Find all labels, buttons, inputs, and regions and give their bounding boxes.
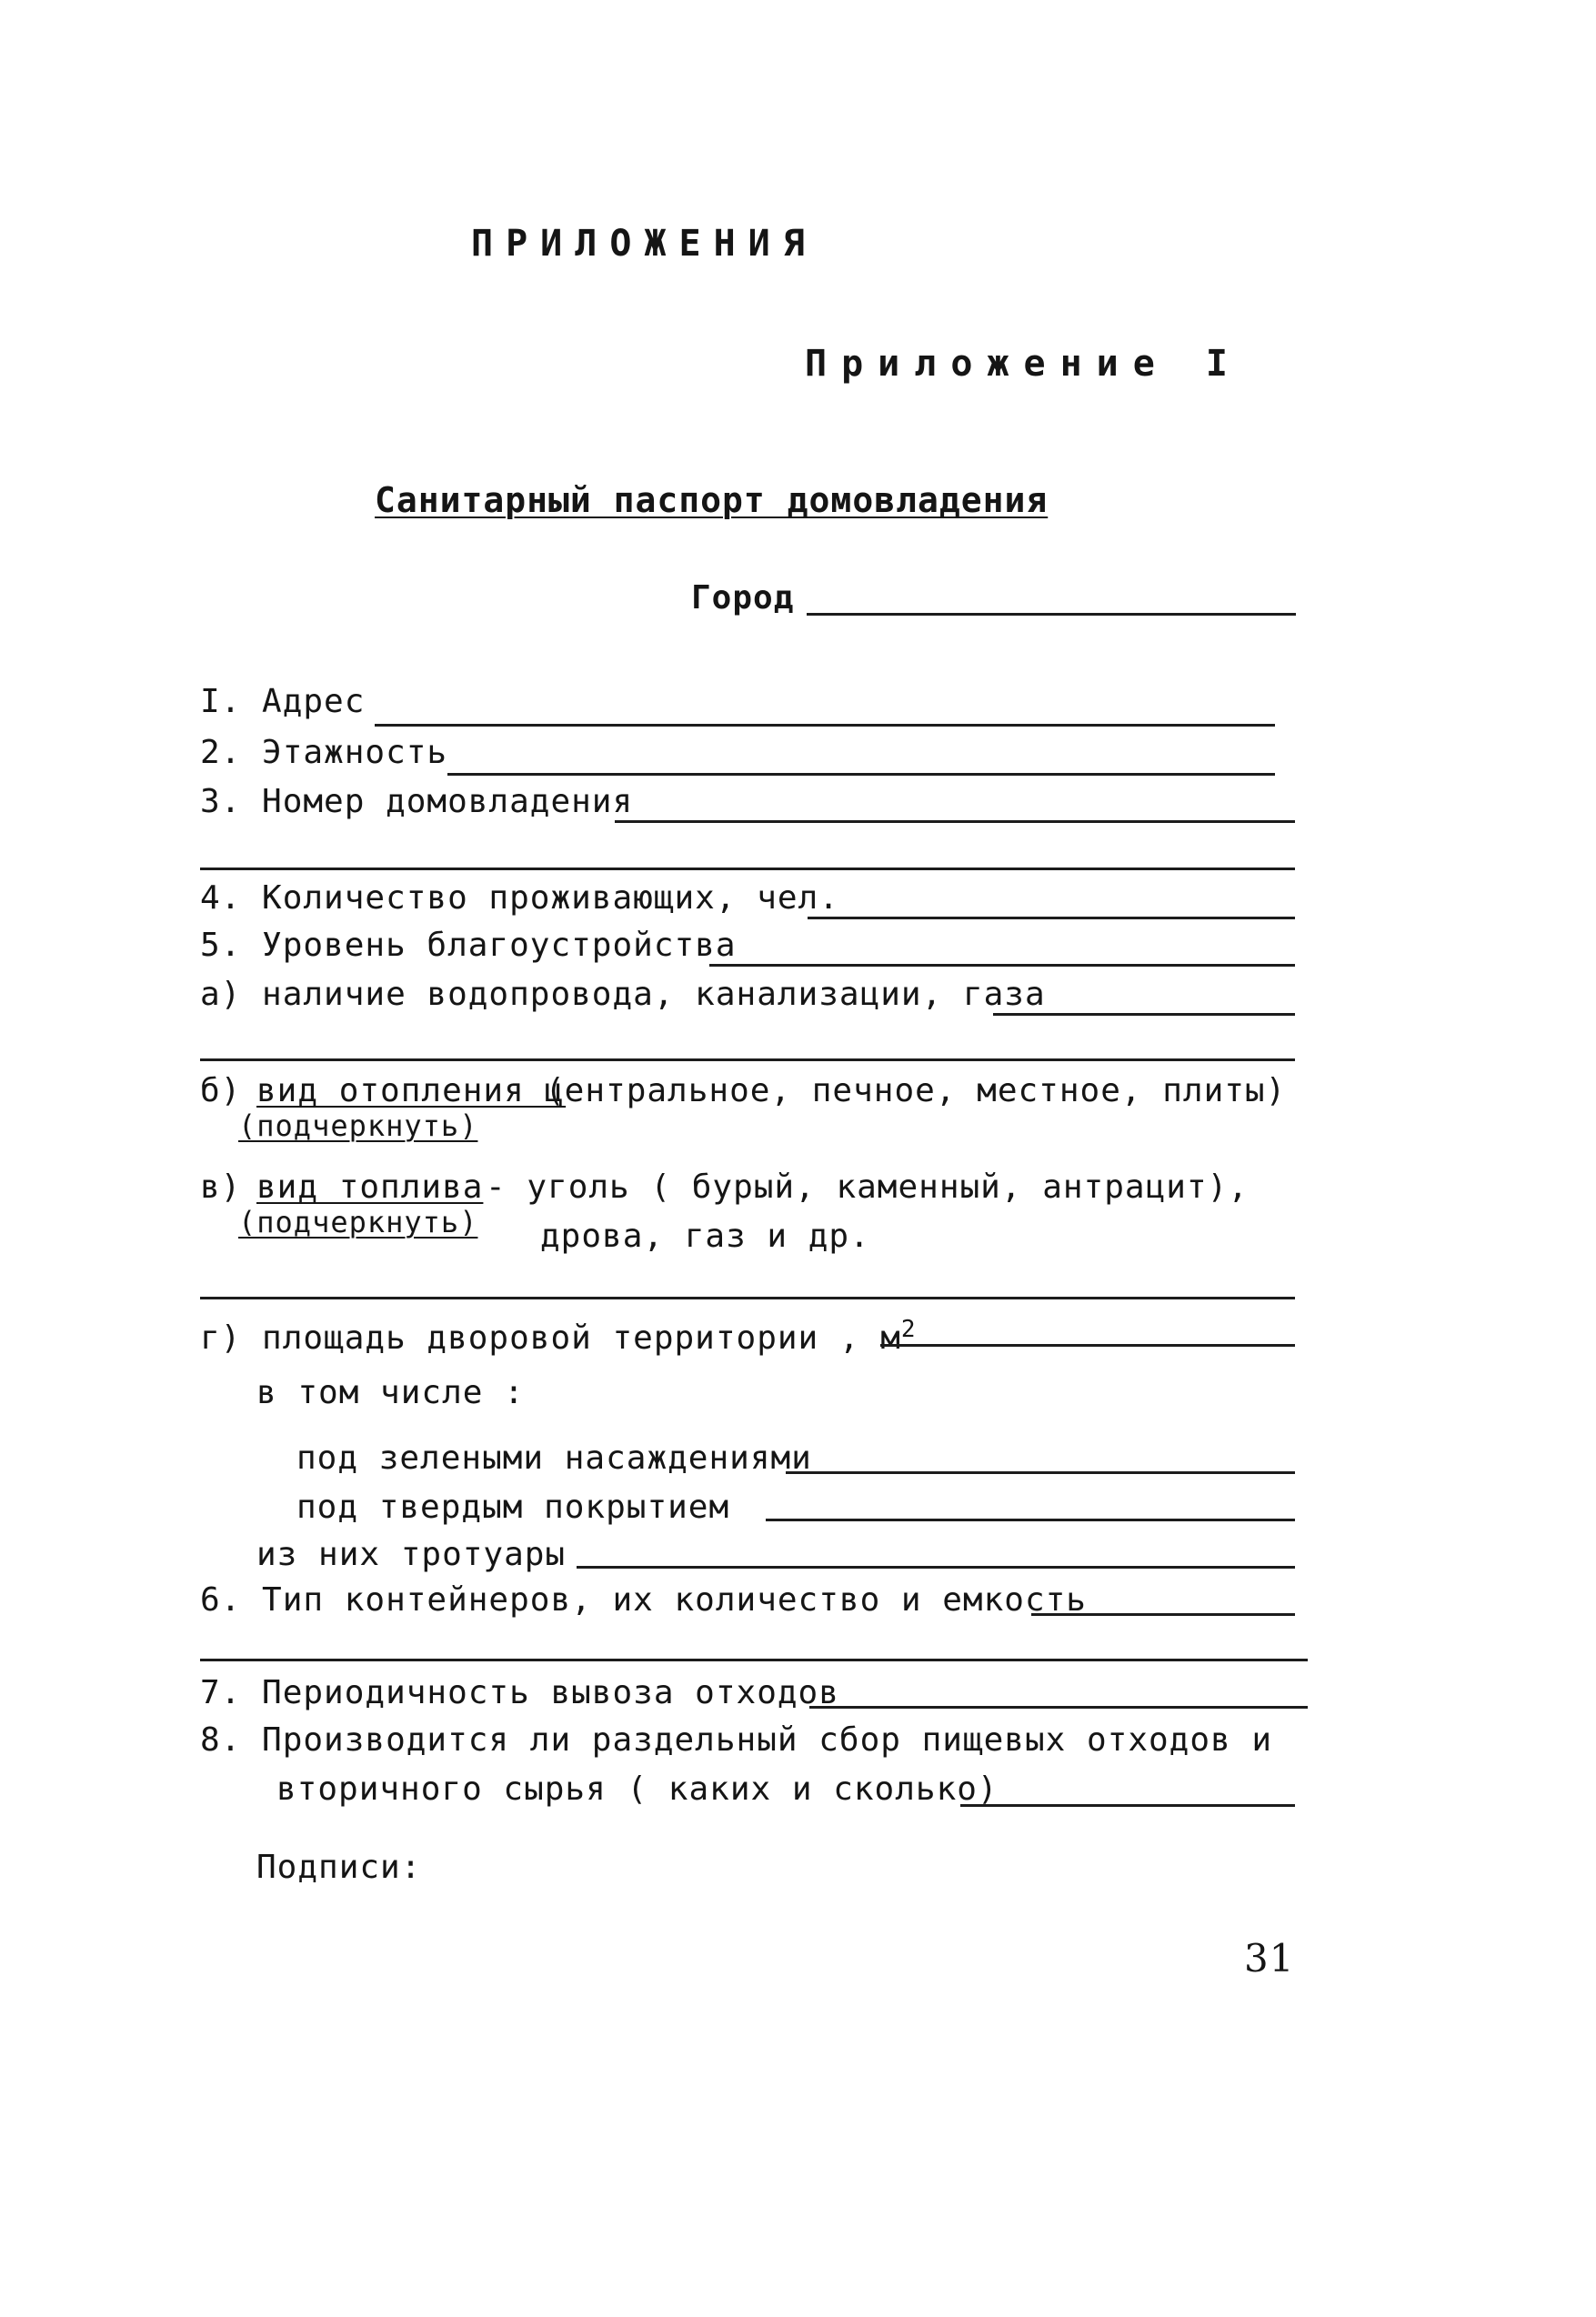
- paved-field-line: [766, 1519, 1295, 1521]
- item-separate-2: вторичного сырья ( каких и сколько): [276, 1770, 999, 1808]
- fuel-extra-line: [200, 1297, 1295, 1299]
- item-fuel-options-2: дрова, газ и др.: [540, 1218, 870, 1255]
- item-house-number: 3. Номер домовладения: [200, 783, 634, 820]
- item-amenities: 5. Уровень благоустройства: [200, 927, 737, 964]
- floors-field-line: [447, 773, 1275, 776]
- house-number-field-line: [615, 820, 1295, 823]
- page-number: 31: [1244, 1936, 1295, 1981]
- item-green: под зелеными насаждениями: [296, 1439, 812, 1477]
- city-label: Город: [691, 579, 795, 617]
- item-paved: под твердым покрытием: [296, 1489, 730, 1526]
- fuel-hint: (подчеркнуть): [238, 1205, 478, 1239]
- item-separate-1: 8. Производится ли раздельный сбор пищевых отходов и: [200, 1721, 1273, 1759]
- address-field-line: [375, 724, 1275, 727]
- appendices-heading: ПРИЛОЖЕНИЯ: [471, 223, 818, 265]
- item-floors: 2. Этажность: [200, 734, 448, 771]
- annex-label: Приложение I: [805, 343, 1242, 385]
- item-fuel-options: - уголь ( бурый, каменный, антрацит),: [486, 1169, 1249, 1206]
- item-yard-area: [200, 1309, 917, 1359]
- amenities-a-field-line: [993, 1013, 1295, 1016]
- item-amenities-a: а) наличие водопровода, канализации, газа: [200, 976, 1046, 1013]
- yard-area-superscript: 2: [900, 1316, 917, 1343]
- residents-field-line: [808, 917, 1295, 919]
- amenities-field-line: [709, 964, 1295, 967]
- item-fuel-prefix: в): [200, 1169, 242, 1206]
- separate-field-line: [960, 1804, 1295, 1807]
- containers-extra-line: [200, 1659, 1308, 1661]
- item-heating-label: вид отопления (: [256, 1072, 567, 1109]
- item-containers: 6. Тип контейнеров, их количество и емкость: [200, 1581, 1087, 1619]
- amenities-a-extra-line: [200, 1058, 1295, 1061]
- item-heating-options: центральное, печное, местное, плиты): [544, 1072, 1287, 1109]
- item-heating-prefix: б): [200, 1072, 242, 1109]
- yard-area-text: г) площадь дворовой территории , м: [200, 1319, 901, 1357]
- green-field-line: [786, 1471, 1295, 1474]
- item-removal: 7. Периодичность вывоза отходов: [200, 1674, 839, 1711]
- item-including: в том числе :: [256, 1374, 525, 1411]
- yard-area-field-line: [880, 1344, 1295, 1347]
- item-address: I. Адрес: [200, 683, 366, 720]
- document-title: Санитарный паспорт домовладения: [375, 480, 1049, 520]
- heating-hint: (подчеркнуть): [238, 1108, 478, 1143]
- item-residents: 4. Количество проживающих, чел.: [200, 879, 839, 917]
- signatures-label: Подписи:: [256, 1849, 422, 1886]
- item-sidewalks: из них тротуары: [256, 1536, 567, 1573]
- removal-field-line: [809, 1706, 1308, 1709]
- containers-field-line: [1031, 1613, 1295, 1616]
- sidewalks-field-line: [577, 1566, 1295, 1569]
- item-fuel-label: вид топлива: [256, 1169, 484, 1206]
- city-field-line: [807, 613, 1296, 616]
- house-number-extra-line: [200, 868, 1295, 870]
